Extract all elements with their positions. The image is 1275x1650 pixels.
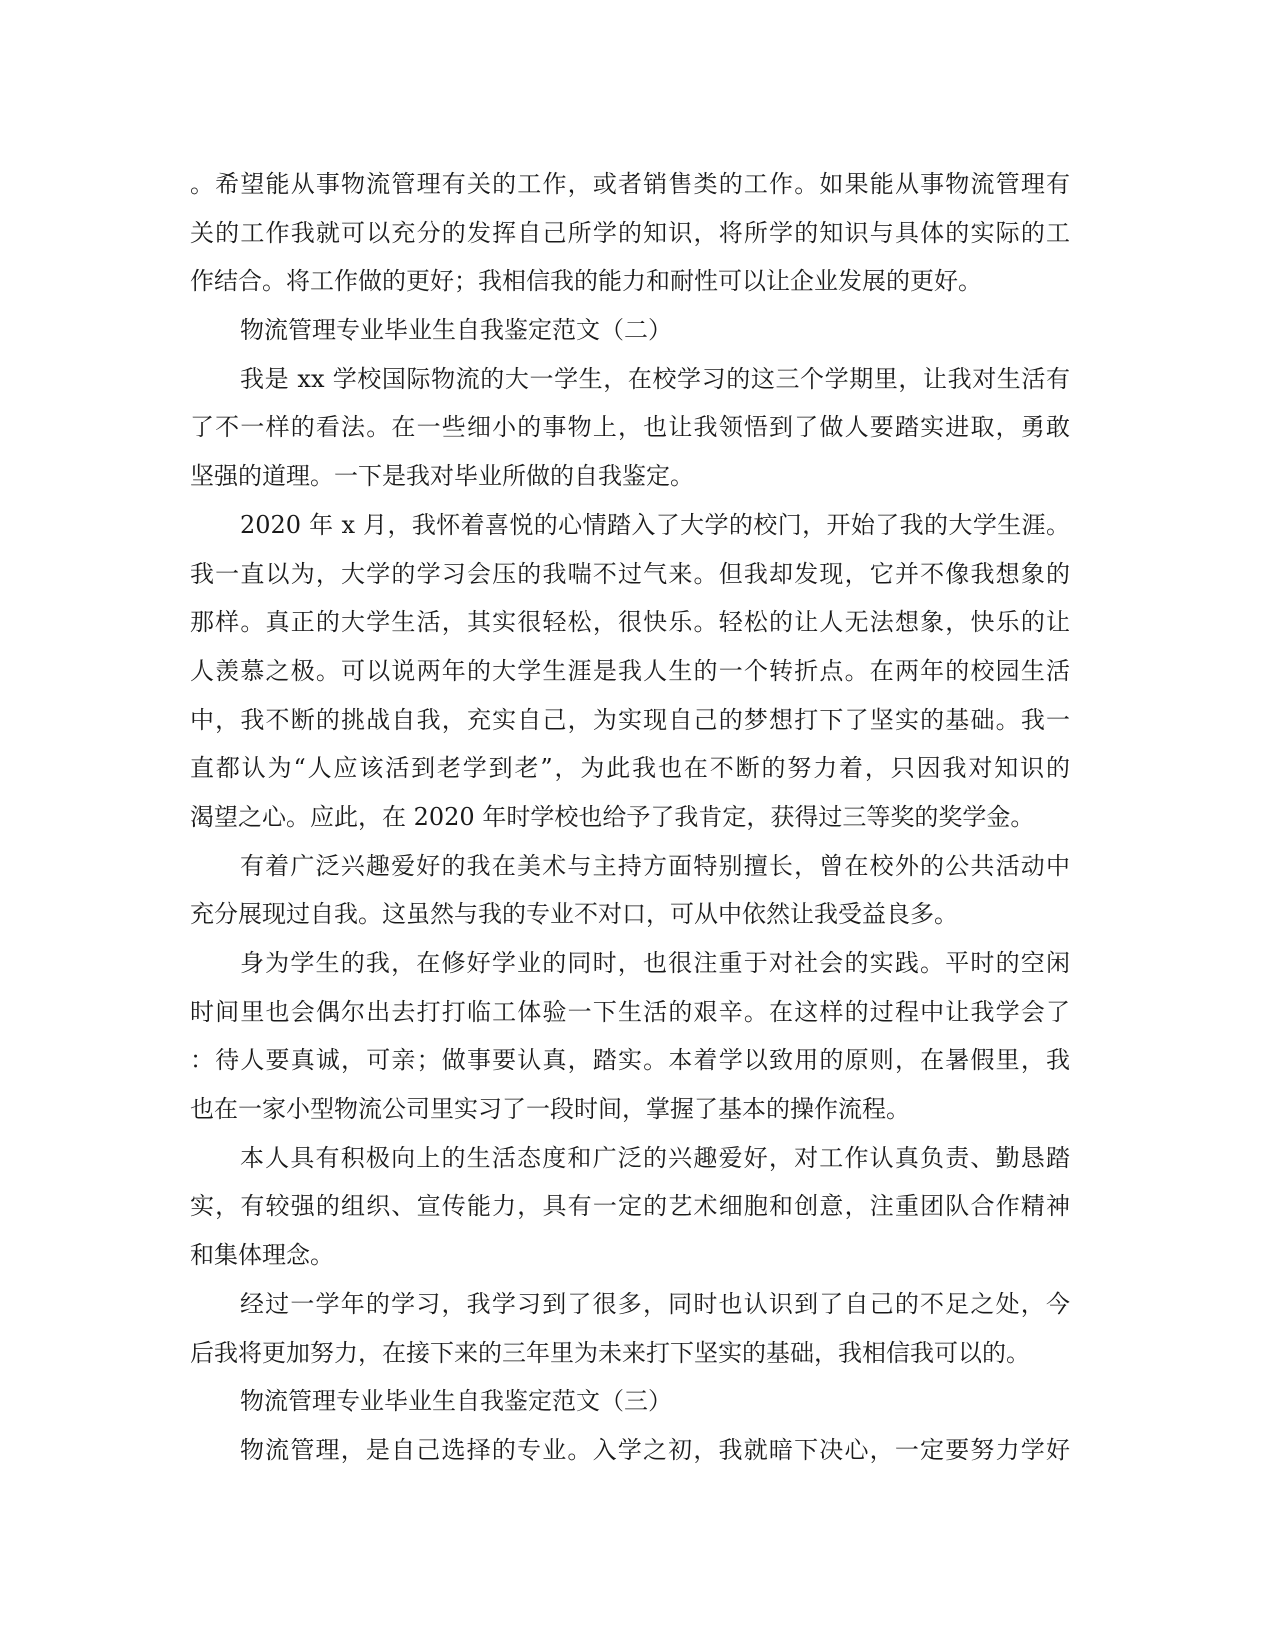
- text-line: 人羡慕之极。可以说两年的大学生涯是我人生的一个转折点。在两年的校园生活: [190, 656, 1070, 685]
- text-line: 物流管理专业毕业生自我鉴定范文（三）: [240, 1387, 672, 1416]
- text-line: 了不一样的看法。在一些细小的事物上，也让我领悟到了做人要踏实进取，勇敢: [190, 413, 1070, 442]
- text-line: 渴望之心。应此，在 2020 年时学校也给予了我肯定，获得过三等奖的奖学金。: [190, 802, 1035, 831]
- document-body: [190, 160, 1070, 1475]
- text-line: 身为学生的我，在修好学业的同时，也很注重于对社会的实践。平时的空闲: [240, 949, 1070, 977]
- text-line: 。希望能从事物流管理有关的工作，或者销售类的工作。如果能从事物流管理有: [190, 170, 1070, 198]
- text-line: 作结合。将工作做的更好；我相信我的能力和耐性可以让企业发展的更好。: [190, 267, 982, 296]
- text-line: 后我将更加努力，在接下来的三年里为未来打下坚实的基础，我相信我可以的。: [190, 1338, 1030, 1367]
- text-line: 我一直以为，大学的学习会压的我喘不过气来。但我却发现，它并不像我想象的: [190, 559, 1070, 588]
- text-line: 实，有较强的组织、宣传能力，具有一定的艺术细胞和创意，注重团队合作精神: [190, 1192, 1070, 1221]
- text-line: 中，我不断的挑战自我，充实自己，为实现自己的梦想打下了坚实的基础。我一: [190, 705, 1070, 734]
- text-line: ：待人要真诚，可亲；做事要认真，踏实。本着学以致用的原则，在暑假里，我: [190, 1046, 1070, 1075]
- text-line: 也在一家小型物流公司里实习了一段时间，掌握了基本的操作流程。: [190, 1095, 910, 1124]
- text-line: 物流管理，是自己选择的专业。入学之初，我就暗下决心，一定要努力学好: [240, 1435, 1070, 1464]
- text-line: 充分展现过自我。这虽然与我的专业不对口，可从中依然让我受益良多。: [190, 900, 958, 929]
- text-line: 那样。真正的大学生活，其实很轻松，很快乐。轻松的让人无法想象，快乐的让: [190, 608, 1070, 637]
- text-line: 经过一学年的学习，我学习到了很多，同时也认识到了自己的不足之处，今: [240, 1289, 1070, 1318]
- text-line: 坚强的道理。一下是我对毕业所做的自我鉴定。: [190, 462, 694, 491]
- text-line: 关的工作我就可以充分的发挥自己所学的知识，将所学的知识与具体的实际的工: [190, 218, 1070, 247]
- text-line: 时间里也会偶尔出去打打临工体验一下生活的艰辛。在这样的过程中让我学会了: [190, 997, 1070, 1026]
- text-line: 本人具有积极向上的生活态度和广泛的兴趣爱好，对工作认真负责、勤恳踏: [240, 1143, 1070, 1172]
- text-line: 2020 年 x 月，我怀着喜悦的心情踏入了大学的校门，开始了我的大学生涯。: [240, 510, 1070, 539]
- text-line: 我是 xx 学校国际物流的大一学生，在校学习的这三个学期里，让我对生活有: [240, 364, 1070, 393]
- text-line: 有着广泛兴趣爱好的我在美术与主持方面特别擅长，曾在校外的公共活动中: [240, 851, 1070, 880]
- text-line: 直都认为“人应该活到老学到老”，为此我也在不断的努力着，只因我对知识的: [190, 754, 1070, 783]
- text-line: 物流管理专业毕业生自我鉴定范文（二）: [240, 316, 672, 345]
- text-line: 和集体理念。: [190, 1241, 334, 1270]
